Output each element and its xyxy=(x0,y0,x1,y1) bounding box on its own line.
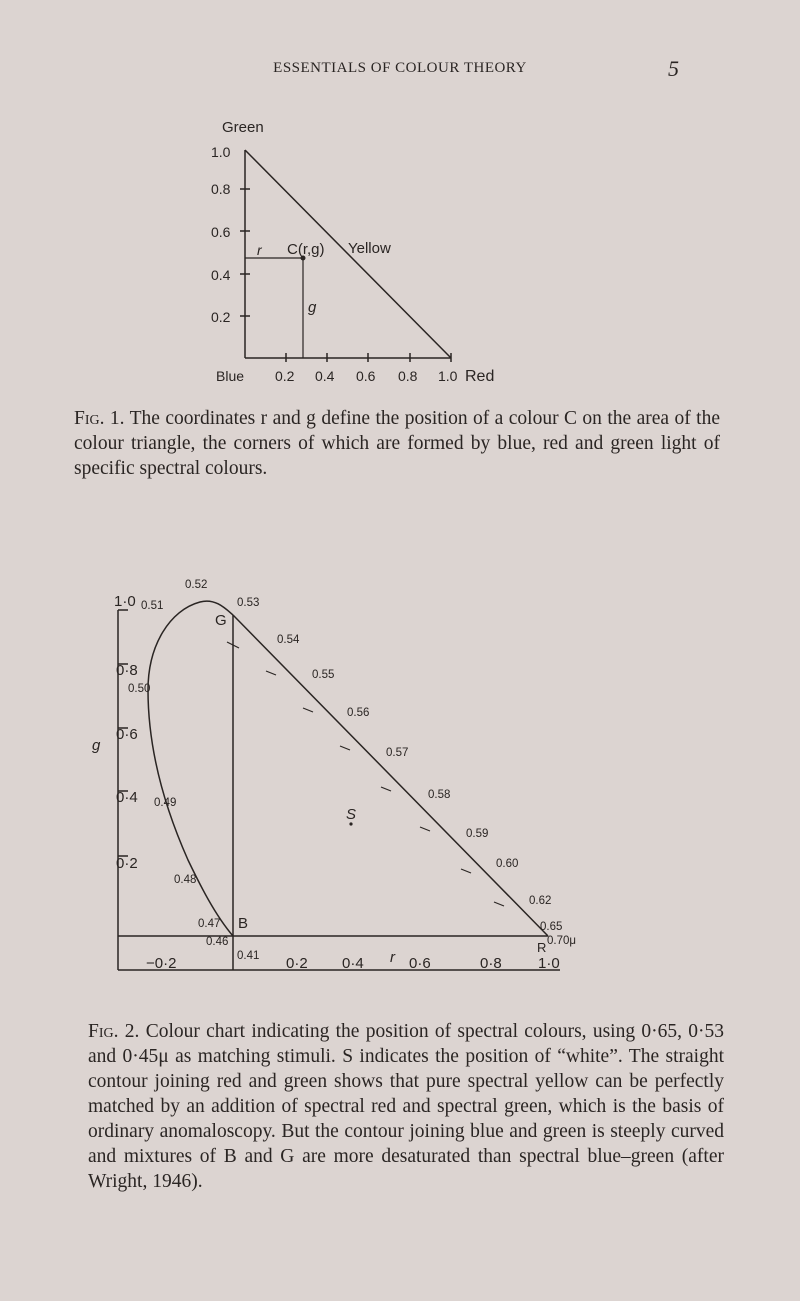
fig1-y-tick-1: 1.0 xyxy=(211,144,231,160)
fig2-y-tick-08: 0·8 xyxy=(116,662,138,679)
fig2-label-s: S xyxy=(346,806,357,823)
fig2-x-tick-10: 1·0 xyxy=(538,955,560,972)
fig2-wl-062: 0.62 xyxy=(529,895,552,907)
figure-2-spectral-chart xyxy=(0,570,800,990)
fig2-wl-060: 0.60 xyxy=(496,858,519,870)
fig2-wl-056: 0.56 xyxy=(347,707,370,719)
fig2-wl-070: 0.70μ xyxy=(547,935,577,947)
fig2-wl-065: 0.65 xyxy=(540,921,563,933)
fig2-y-tick-04: 0·4 xyxy=(116,789,138,806)
fig2-x-tick-m02: −0·2 xyxy=(146,955,177,972)
fig2-wl-054: 0.54 xyxy=(277,634,300,646)
fig1-yellow-label: Yellow xyxy=(348,240,391,257)
fig2-wl-059: 0.59 xyxy=(466,828,489,840)
fig2-red-green-line xyxy=(233,615,548,936)
fig2-wl-052: 0.52 xyxy=(185,579,208,591)
fig1-x-tick-04: 0.4 xyxy=(315,368,335,384)
fig2-wl-047: 0.47 xyxy=(198,918,221,930)
running-head: ESSENTIALS OF COLOUR THEORY xyxy=(273,60,527,76)
fig1-x-tick-06: 0.6 xyxy=(356,368,376,384)
fig2-y-tick-10: 1·0 xyxy=(114,593,136,610)
figure-2-caption-text: Colour chart indicating the position of spectral colours, using 0·65, 0·53 and 0·45μ as matching stimuli. S indicates the position of “white”. The straight contour joining red and green shows that pure spectral yellow can be perfectly matched by an addition of spectral red and spectral green, which is the basis of ordinary anomaloscopy. But the contour joining blue and green is steeply curved and mixtures of B and G are more desaturated than spectral blue–green (after Wright, 1946). xyxy=(88,1021,725,1192)
fig2-wl-050: 0.50 xyxy=(128,683,151,695)
fig1-c-label: C(r,g) xyxy=(287,241,325,258)
fig2-wl-051: 0.51 xyxy=(141,600,164,612)
fig2-wl-049: 0.49 xyxy=(154,797,177,809)
fig2-label-g: G xyxy=(215,612,227,629)
fig2-wl-055: 0.55 xyxy=(312,669,335,681)
fig2-r-axis-title: r xyxy=(390,949,395,966)
figure-1-caption xyxy=(74,406,720,481)
fig2-y-tick-02: 0·2 xyxy=(116,855,138,872)
fig2-g-axis-title: g xyxy=(92,737,101,754)
fig1-blue-label: Blue xyxy=(216,368,245,384)
fig2-wl-058: 0.58 xyxy=(428,789,451,801)
figure-1-caption-label: Fig. 1. xyxy=(74,408,125,429)
figure-1-colour-triangle xyxy=(0,0,800,400)
fig2-label-b: B xyxy=(238,915,249,932)
figure-1-caption-text: The coordinates r and g define the position of a colour C on the area of the colour triangle, the corners of which are formed by blue, red and green light of specific spectral colours. xyxy=(74,408,720,479)
fig1-red-label: Red xyxy=(465,368,495,385)
fig1-x-tick-08: 0.8 xyxy=(398,368,418,384)
fig1-x-tick-02: 0.2 xyxy=(275,368,295,384)
fig2-x-tick-06: 0·6 xyxy=(409,955,431,972)
figure-2-caption-label: Fig. 2. xyxy=(88,1021,140,1042)
fig2-x-tick-04: 0·4 xyxy=(342,955,364,972)
fig1-green-label: Green xyxy=(222,119,264,136)
fig1-y-tick-08: 0.8 xyxy=(211,181,231,197)
fig1-g-label: g xyxy=(308,299,317,316)
fig2-x-tick-08: 0·8 xyxy=(480,955,502,972)
fig2-wl-053: 0.53 xyxy=(237,597,260,609)
fig2-y-tick-06: 0·6 xyxy=(116,726,138,743)
figure-2-caption xyxy=(88,1019,724,1194)
fig2-wl-057: 0.57 xyxy=(386,747,409,759)
fig2-wl-041: 0.41 xyxy=(237,950,260,962)
fig1-y-tick-04: 0.4 xyxy=(211,267,231,283)
fig1-y-tick-06: 0.6 xyxy=(211,224,231,240)
fig1-r-label: r xyxy=(257,242,262,258)
fig2-x-tick-02: 0·2 xyxy=(286,955,308,972)
fig1-y-tick-02: 0.2 xyxy=(211,309,231,325)
fig1-x-tick-10: 1.0 xyxy=(438,368,458,384)
fig2-label-r: R xyxy=(537,940,547,955)
page-number: 5 xyxy=(668,56,679,81)
fig2-wl-046: 0.46 xyxy=(206,936,229,948)
fig2-wl-048: 0.48 xyxy=(174,874,197,886)
